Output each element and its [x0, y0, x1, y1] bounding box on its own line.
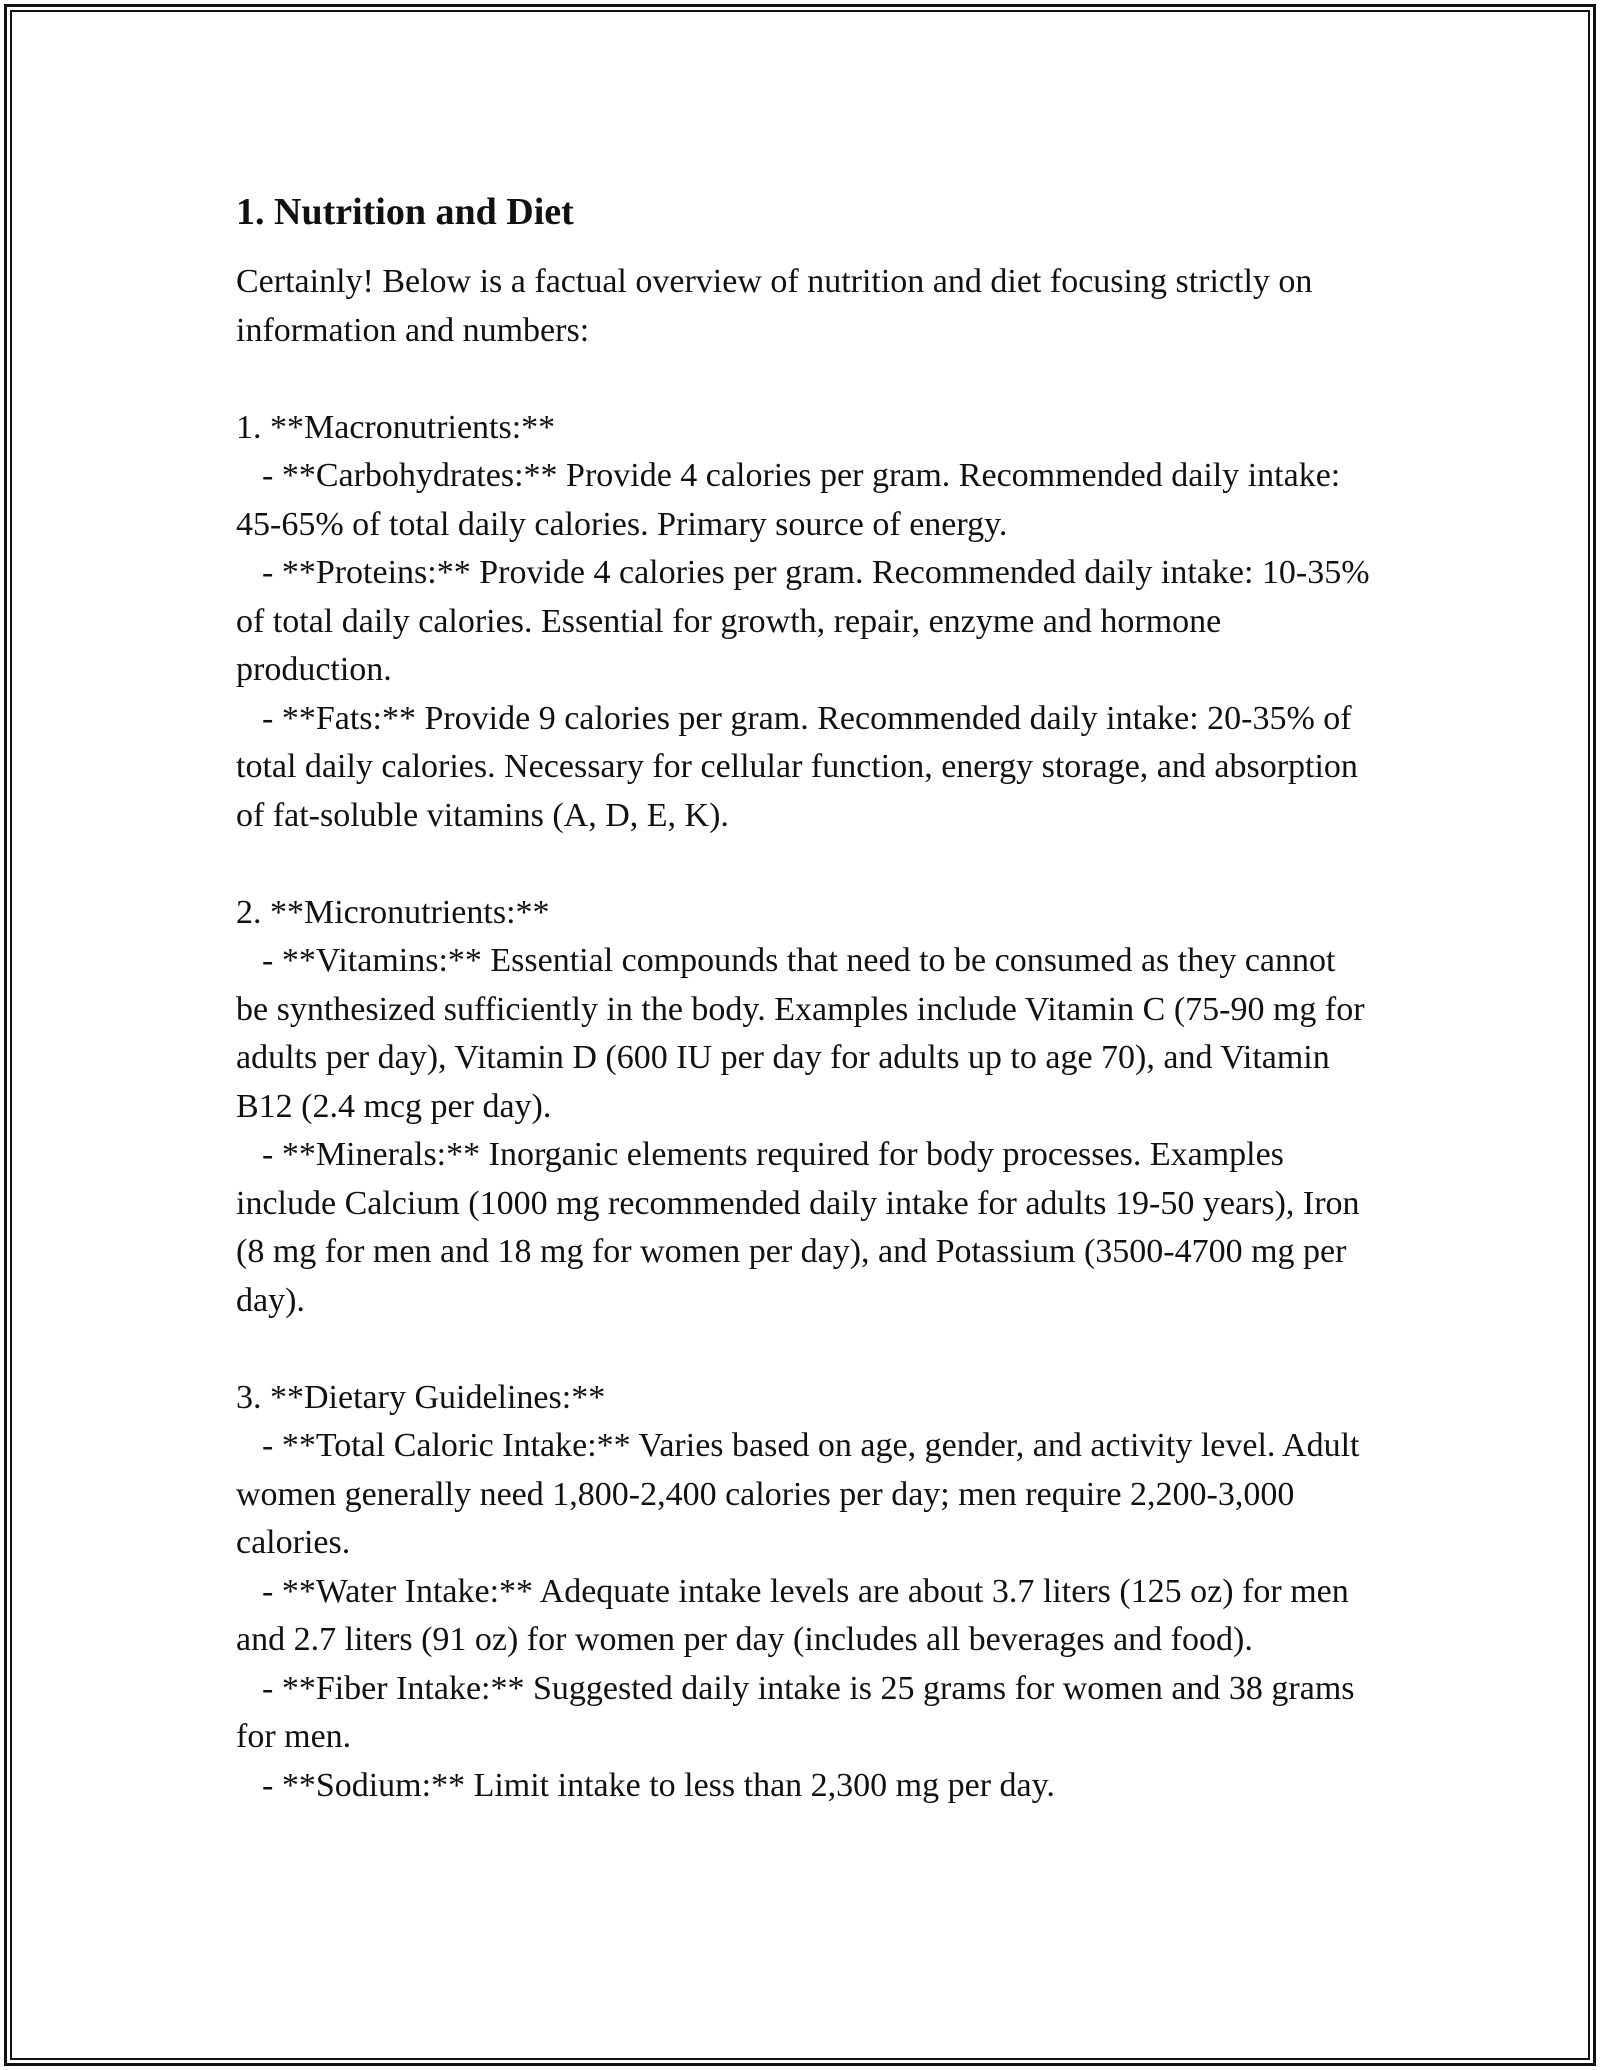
list-item-text: - **Carbohydrates:** Provide 4 calories per gram. Recommended daily intake: 45-65% of total daily calories. Primary source of energy.	[236, 457, 1341, 543]
list-item-text: - **Total Caloric Intake:** Varies based on age, gender, and activity level. Adult women generally need 1,800-2,400 calories per day; men require 2,200-3,000 calories.	[236, 1427, 1360, 1561]
list-item-fiber-intake	[236, 1665, 1376, 1762]
section-heading: 3. **Dietary Guidelines:**	[236, 1378, 606, 1416]
list-item-text: - **Fiber Intake:** Suggested daily intake is 25 grams for women and 38 grams for men.	[236, 1669, 1355, 1755]
list-item-text: - **Proteins:** Provide 4 calories per gram. Recommended daily intake: 10-35% of total daily calories. Essential for growth, repair, enzyme and hormone production.	[236, 554, 1370, 688]
list-item-text: - **Minerals:** Inorganic elements required for body processes. Examples include Calcium (1000 mg recommended daily intake for adults 19-50 years), Iron (8 mg for men and 18 mg for women per day), and Potassium (3500-4700 mg per day).	[236, 1136, 1360, 1319]
section-heading: 2. **Micronutrients:**	[236, 893, 550, 931]
list-item-minerals	[236, 1131, 1376, 1325]
section-heading: 1. **Macronutrients:**	[236, 408, 556, 446]
list-item-text: - **Sodium:** Limit intake to less than 2,300 mg per day.	[262, 1766, 1055, 1804]
list-item-sodium	[236, 1762, 1376, 1811]
section-micronutrients	[236, 889, 1376, 1326]
section-dietary-guidelines	[236, 1374, 1376, 1811]
list-item-fats	[236, 695, 1376, 841]
intro-paragraph: Certainly! Below is a factual overview of nutrition and diet focusing strictly on information and numbers:	[236, 263, 1313, 349]
list-item-carbohydrates	[236, 452, 1376, 549]
document-body	[236, 186, 1376, 1810]
section-macronutrients	[236, 404, 1376, 841]
list-item-vitamins	[236, 937, 1376, 1131]
spacer	[236, 840, 1376, 889]
list-item-text: - **Vitamins:** Essential compounds that need to be consumed as they cannot be synthesized sufficiently in the body. Examples include Vitamin C (75-90 mg for adults per day), Vitamin D (600 IU per day for adults up to age 70), and Vitamin B12 (2.4 mcg per day).	[236, 942, 1365, 1125]
list-item-text: - **Water Intake:** Adequate intake levels are about 3.7 liters (125 oz) for men and 2.7 liters (91 oz) for women per day (includes all beverages and food).	[236, 1572, 1349, 1658]
list-item-proteins	[236, 549, 1376, 695]
list-item-water-intake	[236, 1568, 1376, 1665]
list-item-text: - **Fats:** Provide 9 calories per gram. Recommended daily intake: 20-35% of total daily calories. Necessary for cellular function, energy storage, and absorption of fat-soluble vitamins (A, D, E, K).	[236, 699, 1358, 834]
spacer	[236, 1325, 1376, 1374]
document-title: 1. Nutrition and Diet	[236, 191, 574, 233]
spacer	[236, 355, 1376, 404]
list-item-total-caloric-intake	[236, 1422, 1376, 1568]
